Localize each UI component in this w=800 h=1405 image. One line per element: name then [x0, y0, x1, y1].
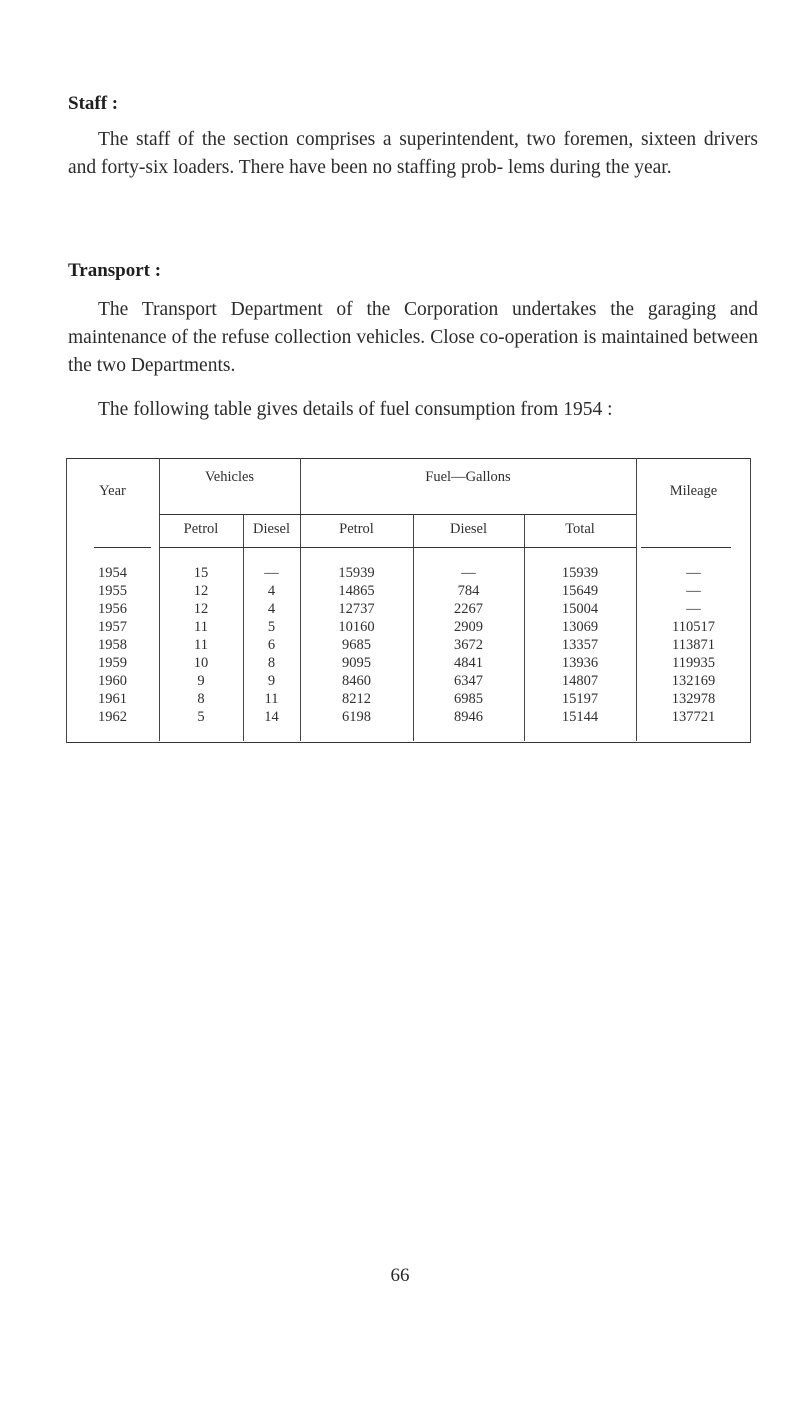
cell-fuel-diesel: 784 [457, 583, 480, 599]
table-row [66, 655, 751, 673]
cell-vehicles-petrol: 9 [197, 673, 205, 689]
table-intro-text: The following table gives details of fuel consumption from 1954 : [98, 399, 613, 420]
cell-vehicles-diesel: 14 [264, 709, 279, 725]
cell-fuel-diesel: 4841 [454, 655, 483, 671]
cell-mileage: 119935 [672, 655, 715, 671]
cell-vehicles-diesel: 8 [267, 655, 276, 671]
cell-year: 1958 [98, 637, 127, 653]
header-fuel-petrol: Petrol [339, 521, 374, 537]
cell-fuel-total: 15939 [561, 565, 599, 581]
table-row [66, 583, 751, 601]
table-row [66, 601, 751, 619]
cell-year: 1956 [98, 601, 127, 617]
cell-fuel-petrol: 15939 [338, 565, 375, 581]
staff-paragraph-text: The staff of the section comprises a superintendent, two foremen, sixteen drivers and forty-six loaders. There have been no staffing prob- lems during the year. [68, 129, 758, 178]
cell-fuel-total: 13357 [561, 637, 599, 653]
vehicles-subheader-rule [159, 514, 300, 515]
table-row [66, 673, 751, 691]
table-row [66, 637, 751, 655]
table-top-border [66, 458, 751, 459]
cell-fuel-total: 15197 [561, 691, 599, 707]
cell-fuel-petrol: 8460 [342, 673, 371, 689]
cell-year: 1954 [98, 565, 127, 581]
cell-fuel-petrol: 14865 [338, 583, 375, 599]
staff-heading: Staff : [68, 93, 119, 114]
cell-fuel-diesel: 8946 [454, 709, 483, 725]
cell-mileage: 137721 [671, 709, 716, 725]
fuel-subheader-rule [300, 514, 636, 515]
cell-fuel-total: 15144 [561, 709, 599, 725]
transport-paragraph-text: The Transport Department of the Corporation undertakes the garaging and maintenance of the refuse collection vehicles. Close co-operation is maintained between the two Departments. [68, 299, 758, 376]
table-bottom-border [66, 742, 751, 743]
cell-fuel-diesel: 2267 [454, 601, 483, 617]
header-fuel-gallons: Fuel—Gallons [425, 469, 511, 485]
table-row [66, 619, 751, 637]
cell-vehicles-petrol: 10 [193, 655, 209, 671]
cell-fuel-total: 13069 [561, 619, 599, 635]
header-year: Year [99, 483, 126, 499]
header-fuel-total: Total [565, 521, 595, 537]
cell-fuel-total: 15004 [561, 601, 599, 617]
cell-fuel-petrol: 8212 [342, 691, 371, 707]
vpetrol-header-rule [159, 547, 243, 548]
cell-year: 1962 [98, 709, 127, 725]
cell-mileage: — [686, 565, 701, 581]
cell-vehicles-petrol: 15 [193, 565, 209, 581]
header-vehicles: Vehicles [204, 469, 255, 485]
cell-vehicles-petrol: 11 [194, 637, 208, 653]
transport-paragraph [68, 296, 758, 380]
staff-paragraph [68, 126, 758, 182]
cell-year: 1957 [98, 619, 127, 635]
cell-year: 1955 [98, 583, 127, 599]
cell-mileage: — [686, 601, 701, 617]
table-row [66, 709, 751, 727]
cell-fuel-diesel: 3672 [454, 637, 483, 653]
mileage-header-rule [641, 547, 731, 548]
cell-year: 1959 [98, 655, 127, 671]
cell-fuel-petrol: 12737 [338, 601, 375, 617]
cell-mileage: 110517 [672, 619, 715, 635]
cell-year: 1960 [98, 673, 127, 689]
cell-vehicles-diesel: 6 [267, 637, 276, 653]
fdiesel-header-rule [413, 547, 524, 548]
table-intro [68, 396, 758, 424]
cell-mileage: 132169 [671, 673, 716, 689]
cell-vehicles-petrol: 11 [194, 619, 208, 635]
fuel-consumption-table [66, 458, 751, 744]
header-vehicles-petrol: Petrol [183, 521, 219, 537]
header-vehicles-diesel: Diesel [252, 521, 291, 537]
cell-fuel-total: 15649 [561, 583, 599, 599]
year-header-rule [94, 547, 151, 548]
cell-fuel-petrol: 9685 [342, 637, 371, 653]
cell-mileage: 132978 [671, 691, 716, 707]
cell-vehicles-diesel: — [264, 565, 279, 581]
cell-vehicles-diesel: 5 [267, 619, 276, 635]
header-fuel-diesel: Diesel [449, 521, 488, 537]
cell-vehicles-diesel: 4 [267, 601, 276, 617]
cell-fuel-diesel: 6985 [454, 691, 483, 707]
fpetrol-header-rule [300, 547, 413, 548]
vdiesel-header-rule [243, 547, 300, 548]
cell-vehicles-petrol: 12 [193, 583, 209, 599]
cell-fuel-diesel: — [461, 565, 476, 581]
page-number: 66 [390, 1265, 410, 1286]
cell-year: 1961 [98, 691, 127, 707]
cell-vehicles-petrol: 12 [193, 601, 209, 617]
cell-fuel-total: 13936 [561, 655, 599, 671]
cell-fuel-diesel: 6347 [454, 673, 483, 689]
table-row [66, 565, 751, 583]
header-mileage: Mileage [669, 483, 718, 499]
cell-vehicles-diesel: 9 [267, 673, 276, 689]
cell-fuel-petrol: 9095 [342, 655, 371, 671]
ftotal-header-rule [524, 547, 636, 548]
cell-fuel-petrol: 6198 [342, 709, 371, 725]
cell-fuel-total: 14807 [561, 673, 599, 689]
cell-mileage: — [686, 583, 701, 599]
cell-fuel-diesel: 2909 [454, 619, 483, 635]
cell-vehicles-petrol: 8 [197, 691, 205, 707]
cell-vehicles-diesel: 4 [267, 583, 276, 599]
cell-vehicles-diesel: 11 [264, 691, 279, 707]
cell-vehicles-petrol: 5 [197, 709, 205, 725]
table-row [66, 691, 751, 709]
cell-mileage: 113871 [672, 637, 715, 653]
cell-fuel-petrol: 10160 [338, 619, 375, 635]
transport-heading: Transport : [68, 260, 162, 281]
